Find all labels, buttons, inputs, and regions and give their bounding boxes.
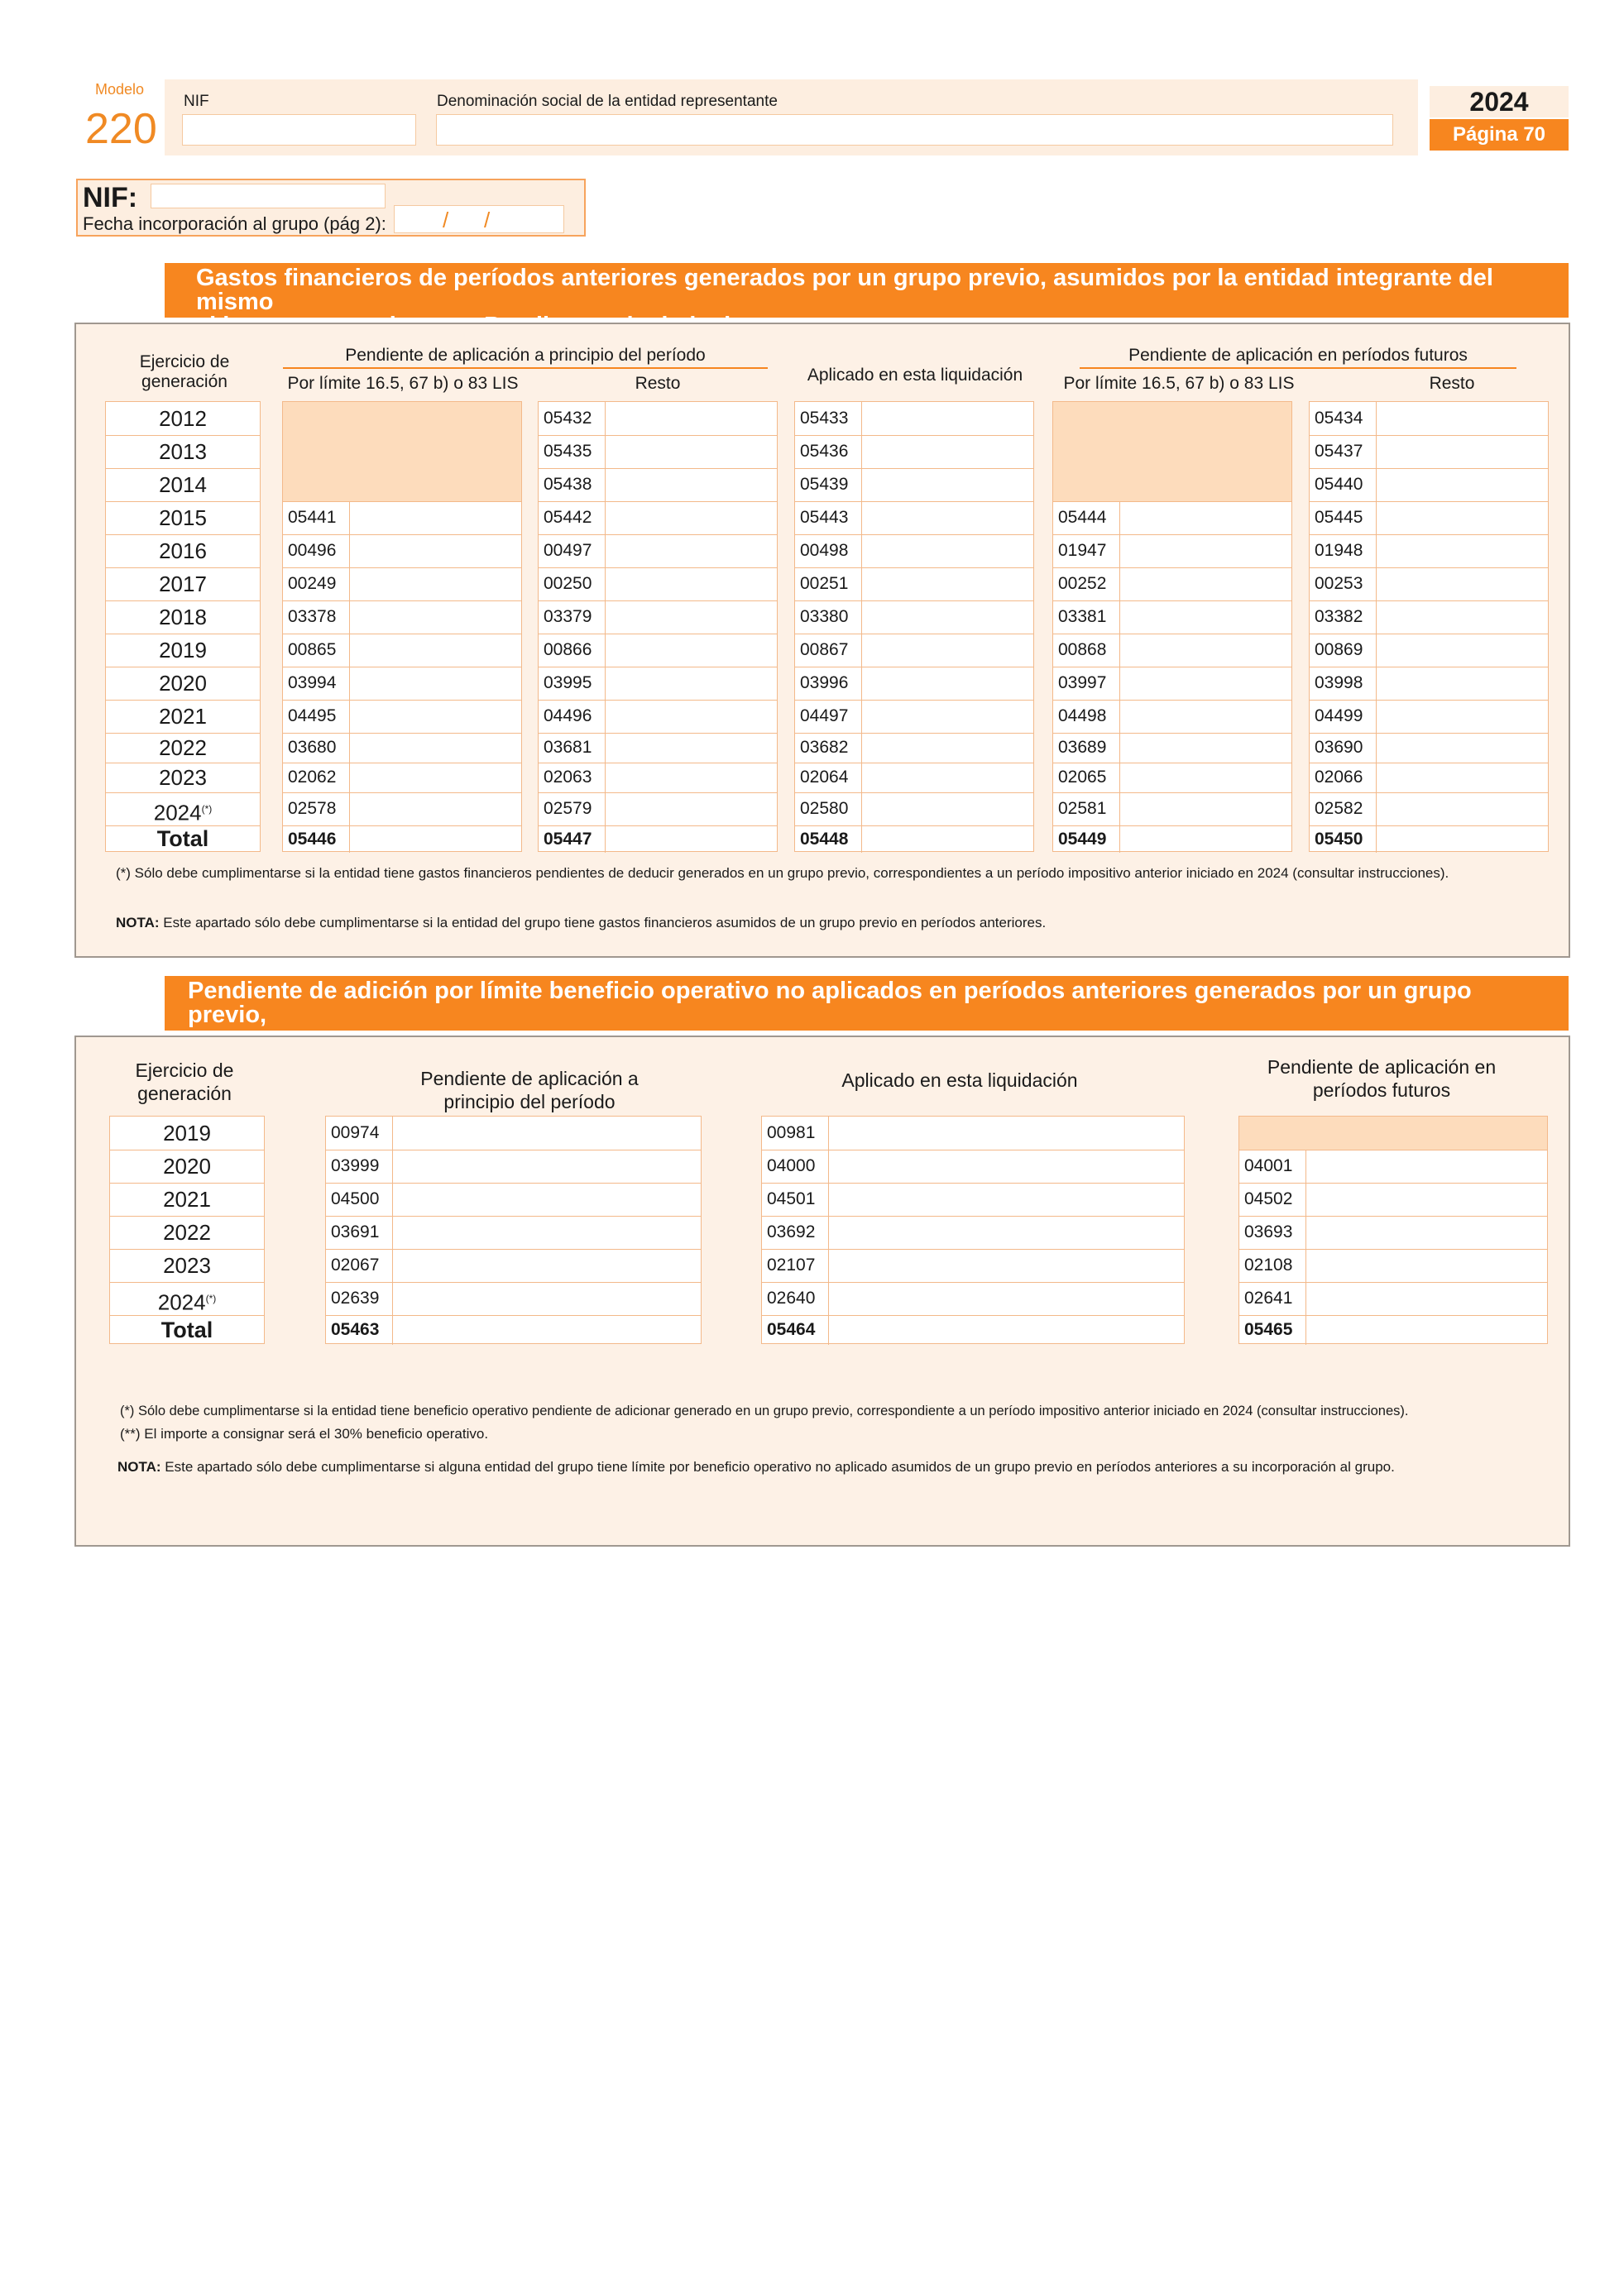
s2-footnote-1: (*) Sólo debe cumplimentarse si la entidad tiene beneficio operativo pendiente de adicionar generado en un grupo previo, correspondiente a un período impositivo anterior iniciado en 2024 (consultar instrucciones). (120, 1404, 1409, 1418)
field-code: 02582 (1310, 792, 1377, 825)
disabled-cell (283, 468, 521, 502)
field-code: 02065 (1053, 763, 1120, 792)
s2-col-futuros: Pendiente de aplicación en períodos futuros (1267, 1056, 1497, 1101)
field-code: 00498 (795, 534, 862, 567)
s1-year-column (105, 401, 261, 852)
amount-field[interactable] (539, 534, 777, 568)
disabled-cell (1053, 435, 1291, 468)
s1-group-principio: Pendiente de aplicación a principio del período (283, 346, 768, 369)
s1-col-limite-principio (282, 401, 522, 852)
field-code: 04496 (539, 700, 606, 733)
amount-field[interactable] (326, 1216, 701, 1250)
field-code: 05439 (795, 468, 862, 501)
field-code: 05433 (795, 402, 862, 435)
s2-col-futuros-values (1238, 1116, 1548, 1344)
field-code: 03379 (539, 600, 606, 634)
field-code: 03690 (1310, 733, 1377, 763)
date-sep-1: / (443, 208, 449, 232)
field-code: 02578 (283, 792, 350, 825)
amount-field[interactable] (762, 1216, 1184, 1250)
year-label: 2019 (163, 1121, 211, 1146)
s2-col-principio: Pendiente de aplicación a principio del período (420, 1068, 639, 1112)
amount-field[interactable] (795, 763, 1033, 793)
group-nif-label: NIF: (83, 182, 138, 213)
disabled-cell (283, 402, 521, 435)
field-code: 03680 (283, 733, 350, 763)
amount-field[interactable] (283, 534, 521, 568)
disabled-cell (1053, 402, 1291, 435)
field-code: 04499 (1310, 700, 1377, 733)
field-code: 04498 (1053, 700, 1120, 733)
year-label: 2014 (159, 472, 207, 497)
field-code: 04497 (795, 700, 862, 733)
section2-title-line1: Pendiente de adición por límite beneficio operativo no aplicados en períodos anteriores generados por un grupo previo, (188, 978, 1472, 1028)
field-code: 02640 (762, 1282, 829, 1315)
amount-field[interactable] (762, 1282, 1184, 1316)
amount-field[interactable] (326, 1183, 701, 1217)
amount-field[interactable] (1239, 1249, 1547, 1283)
field-code: 05442 (539, 501, 606, 534)
field-code: 00496 (283, 534, 350, 567)
amount-field[interactable] (795, 792, 1033, 826)
amount-field[interactable] (326, 1315, 701, 1345)
year-cell (106, 534, 260, 568)
amount-field[interactable] (1053, 567, 1291, 601)
field-code: 00250 (539, 567, 606, 600)
s1-nota-label: NOTA: (116, 915, 160, 930)
field-code: 03681 (539, 733, 606, 763)
amount-field[interactable] (1310, 700, 1548, 734)
year-cell (110, 1282, 264, 1316)
amount-field[interactable] (1053, 733, 1291, 763)
total-label: Total (156, 826, 209, 851)
year-label: 2020 (159, 671, 207, 696)
field-code: 02581 (1053, 792, 1120, 825)
amount-field[interactable] (1053, 600, 1291, 634)
amount-field[interactable] (795, 435, 1033, 469)
field-code: 05446 (283, 825, 350, 853)
amount-field[interactable] (762, 1117, 1184, 1150)
field-code: 02580 (795, 792, 862, 825)
year-cell (106, 634, 260, 667)
amount-field[interactable] (1239, 1315, 1547, 1345)
field-code: 03381 (1053, 600, 1120, 634)
amount-field[interactable] (1310, 600, 1548, 634)
nif-input[interactable] (182, 114, 416, 146)
fecha-label: Fecha incorporación al grupo (pág 2): (83, 213, 386, 234)
s1-sub-resto-2: Resto (1429, 374, 1475, 393)
field-code: 05441 (283, 501, 350, 534)
amount-field[interactable] (539, 435, 777, 469)
amount-field[interactable] (283, 501, 521, 535)
field-code: 05450 (1310, 825, 1377, 853)
amount-field[interactable] (539, 667, 777, 701)
field-code: 01947 (1053, 534, 1120, 567)
s2-nota-label: NOTA: (117, 1459, 161, 1475)
year-cell (106, 763, 260, 793)
amount-field[interactable] (1053, 634, 1291, 667)
s1-col-resto-futuros (1309, 401, 1549, 852)
year-label: 2023 (163, 1253, 211, 1278)
year-cell (110, 1315, 264, 1345)
year-cell (106, 567, 260, 601)
amount-field[interactable] (762, 1249, 1184, 1283)
year-cell (110, 1183, 264, 1217)
year-label: 2012 (159, 406, 207, 431)
field-code: 00869 (1310, 634, 1377, 667)
field-code: 05440 (1310, 468, 1377, 501)
s2-col-year-header: Ejercicio de generación (135, 1060, 234, 1104)
amount-field[interactable] (795, 600, 1033, 634)
field-code: 05445 (1310, 501, 1377, 534)
s1-sub-limite-2: Por límite 16.5, 67 b) o 83 LIS (1063, 374, 1295, 393)
amount-field[interactable] (1239, 1282, 1547, 1316)
denominacion-label: Denominación social de la entidad representante (437, 93, 778, 110)
page-label: Página 70 NIF2 (1430, 119, 1569, 151)
date-sep-2: / (484, 208, 491, 232)
field-code: 05463 (326, 1315, 393, 1345)
amount-field[interactable] (1310, 733, 1548, 763)
field-code: 00868 (1053, 634, 1120, 667)
field-code: 03999 (326, 1150, 393, 1183)
amount-field[interactable] (539, 600, 777, 634)
amount-field[interactable] (539, 468, 777, 502)
year-label: 2023 (159, 765, 207, 790)
amount-field[interactable] (283, 700, 521, 734)
year-label: 2018 (159, 605, 207, 629)
s1-group-futuros: Pendiente de aplicación en períodos futuros (1080, 346, 1516, 369)
year-cell (106, 667, 260, 701)
s1-sub-resto-1: Resto (635, 374, 681, 393)
s2-col-aplicado-values (761, 1116, 1185, 1344)
year-label: 2019 (159, 638, 207, 662)
amount-field[interactable] (1053, 667, 1291, 701)
s1-col-aplicado: Aplicado en esta liquidación (807, 366, 1023, 385)
field-code: 05437 (1310, 435, 1377, 468)
s1-col-limite-futuros (1052, 401, 1292, 852)
amount-field[interactable] (1310, 567, 1548, 601)
field-code: 05436 (795, 435, 862, 468)
amount-field[interactable] (539, 733, 777, 763)
field-code: 00974 (326, 1117, 393, 1150)
amount-field[interactable] (539, 700, 777, 734)
year-cell (110, 1216, 264, 1250)
group-nif-box (76, 179, 586, 237)
field-code: 03998 (1310, 667, 1377, 700)
field-code: 01948 (1310, 534, 1377, 567)
amount-field[interactable] (1310, 534, 1548, 568)
field-code: 03996 (795, 667, 862, 700)
amount-field[interactable] (283, 567, 521, 601)
year-cell (106, 733, 260, 763)
year-badge: 2024 (1430, 86, 1569, 117)
s1-sub-limite-1: Por límite 16.5, 67 b) o 83 LIS (287, 374, 519, 393)
field-code: 04495 (283, 700, 350, 733)
year-label: 2015 (159, 505, 207, 530)
amount-field[interactable] (1053, 534, 1291, 568)
field-code: 00981 (762, 1117, 829, 1150)
field-code: 02579 (539, 792, 606, 825)
amount-field[interactable] (1310, 667, 1548, 701)
year-label: 2022 (159, 735, 207, 760)
field-code: 03997 (1053, 667, 1120, 700)
s2-footnote-2: (**) El importe a consignar será el 30% beneficio operativo. (120, 1426, 489, 1442)
amount-field[interactable] (1310, 763, 1548, 793)
field-code: 02066 (1310, 763, 1377, 792)
amount-field[interactable] (1310, 468, 1548, 502)
field-code: 03380 (795, 600, 862, 634)
amount-field[interactable] (283, 763, 521, 793)
amount-field[interactable] (283, 667, 521, 701)
year-cell (106, 402, 260, 436)
field-code: 03689 (1053, 733, 1120, 763)
year-cell (106, 468, 260, 502)
year-label: 2016 (159, 538, 207, 563)
s1-footnote: (*) Sólo debe cumplimentarse si la entidad tiene gastos financieros pendientes de deducir generados en un grupo previo, correspondientes a un período impositivo anterior iniciado en 2024 (consultar instrucciones). (116, 865, 1449, 881)
amount-field[interactable] (1310, 825, 1548, 853)
year-cell (110, 1117, 264, 1150)
s1-nota-text: Este apartado sólo debe cumplimentarse si la entidad del grupo tiene gastos financieros asumidos de un grupo previo en períodos anteriores. (159, 915, 1047, 930)
field-code: 05435 (539, 435, 606, 468)
amount-field[interactable] (795, 700, 1033, 734)
field-code: 04001 (1239, 1150, 1306, 1183)
amount-field[interactable] (283, 825, 521, 853)
amount-field[interactable] (762, 1315, 1184, 1345)
field-code: 00249 (283, 567, 350, 600)
year-label: 2024 (157, 1289, 206, 1315)
s2-col-aplicado: Aplicado en esta liquidación (841, 1069, 1078, 1091)
year-label: 2024 (153, 800, 202, 825)
amount-field[interactable] (1053, 501, 1291, 535)
amount-field[interactable] (1053, 763, 1291, 793)
field-code: 03693 (1239, 1216, 1306, 1249)
amount-field[interactable] (1310, 402, 1548, 436)
group-nif-input[interactable] (151, 184, 386, 208)
field-code: 02067 (326, 1249, 393, 1282)
year-cell (106, 501, 260, 535)
field-code: 03682 (795, 733, 862, 763)
amount-field[interactable] (326, 1150, 701, 1184)
s1-col-aplicado (794, 401, 1034, 852)
field-code: 04500 (326, 1183, 393, 1216)
year-cell (110, 1249, 264, 1283)
amount-field[interactable] (1239, 1150, 1547, 1184)
amount-field[interactable] (1053, 700, 1291, 734)
section1-title-line1: Gastos financieros de períodos anteriores generados por un grupo previo, asumidos por la entidad integrante del mismo (196, 265, 1493, 315)
field-code: 02064 (795, 763, 862, 792)
year-label: 2022 (163, 1220, 211, 1245)
s1-nota (116, 913, 1522, 933)
s1-col-year-header: Ejercicio de generación (139, 352, 230, 391)
field-code: 02108 (1239, 1249, 1306, 1282)
amount-field[interactable] (795, 567, 1033, 601)
field-code: 04000 (762, 1150, 829, 1183)
disabled-cell (283, 435, 521, 468)
field-code: 05434 (1310, 402, 1377, 435)
field-code: 05448 (795, 825, 862, 853)
field-code: 04501 (762, 1183, 829, 1216)
field-code: 05447 (539, 825, 606, 853)
year-cell (110, 1150, 264, 1184)
field-code: 02641 (1239, 1282, 1306, 1315)
amount-field[interactable] (1239, 1216, 1547, 1250)
amount-field[interactable] (283, 733, 521, 763)
s1-col-resto-principio (538, 401, 778, 852)
field-code: 05444 (1053, 501, 1120, 534)
amount-field[interactable] (539, 501, 777, 535)
amount-field[interactable] (795, 534, 1033, 568)
field-code: 05465 (1239, 1315, 1306, 1345)
modelo-number: 220 (85, 105, 157, 153)
s2-nota-text: Este apartado sólo debe cumplimentarse si alguna entidad del grupo tiene límite por beneficio operativo no aplicado asumidos de un grupo previo en períodos anteriores a su incorporación al grupo. (160, 1459, 1395, 1475)
amount-field[interactable] (1053, 825, 1291, 853)
field-code: 05438 (539, 468, 606, 501)
amount-field[interactable] (1310, 792, 1548, 826)
field-code: 05432 (539, 402, 606, 435)
amount-field[interactable] (1310, 634, 1548, 667)
amount-field[interactable] (283, 634, 521, 667)
field-code: 00497 (539, 534, 606, 567)
s2-col-principio-values (325, 1116, 702, 1344)
amount-field[interactable] (326, 1117, 701, 1150)
year-footnote-mark: (*) (201, 803, 213, 815)
field-code: 02062 (283, 763, 350, 792)
amount-field[interactable] (539, 792, 777, 826)
field-code: 02107 (762, 1249, 829, 1282)
amount-field[interactable] (795, 634, 1033, 667)
field-code: 04502 (1239, 1183, 1306, 1216)
field-code: 03995 (539, 667, 606, 700)
year-cell (106, 825, 260, 853)
amount-field[interactable] (539, 763, 777, 793)
year-footnote-mark: (*) (205, 1293, 217, 1304)
amount-field[interactable] (539, 825, 777, 853)
total-label: Total (160, 1318, 213, 1342)
field-code: 00867 (795, 634, 862, 667)
section1-title (165, 263, 1569, 318)
amount-field[interactable] (795, 733, 1033, 763)
field-code: 03382 (1310, 600, 1377, 634)
amount-field[interactable] (795, 402, 1033, 436)
field-code: 00251 (795, 567, 862, 600)
amount-field[interactable] (539, 634, 777, 667)
amount-field[interactable] (795, 825, 1033, 853)
disabled-cell (1053, 468, 1291, 502)
year-cell (106, 700, 260, 734)
field-code: 00865 (283, 634, 350, 667)
field-code: 03994 (283, 667, 350, 700)
field-code: 05449 (1053, 825, 1120, 853)
year-cell (106, 792, 260, 826)
year-label: 2017 (159, 572, 207, 596)
field-code: 03692 (762, 1216, 829, 1249)
field-code: 02639 (326, 1282, 393, 1315)
year-label: 2021 (159, 704, 207, 729)
amount-field[interactable] (762, 1150, 1184, 1184)
denominacion-input[interactable] (436, 114, 1393, 146)
modelo-label: Modelo (95, 81, 145, 98)
amount-field[interactable] (1053, 792, 1291, 826)
field-code: 05464 (762, 1315, 829, 1345)
section2-title (165, 976, 1569, 1031)
nif-label: NIF (184, 93, 209, 110)
amount-field[interactable] (539, 402, 777, 436)
field-code: 02063 (539, 763, 606, 792)
amount-field[interactable] (326, 1249, 701, 1283)
amount-field[interactable] (762, 1183, 1184, 1217)
year-label: 2013 (159, 439, 207, 464)
amount-field[interactable] (795, 468, 1033, 502)
amount-field[interactable] (1239, 1183, 1547, 1217)
field-code: 00253 (1310, 567, 1377, 600)
year-label: 2020 (163, 1154, 211, 1179)
amount-field[interactable] (1310, 501, 1548, 535)
amount-field[interactable] (539, 567, 777, 601)
field-code: 00866 (539, 634, 606, 667)
year-cell (106, 435, 260, 469)
amount-field[interactable] (1310, 435, 1548, 469)
amount-field[interactable] (326, 1282, 701, 1316)
amount-field[interactable] (283, 792, 521, 826)
year-cell (106, 600, 260, 634)
field-code: 05443 (795, 501, 862, 534)
fecha-input[interactable] (394, 205, 564, 233)
field-code: 00252 (1053, 567, 1120, 600)
amount-field[interactable] (283, 600, 521, 634)
s2-nota (117, 1457, 1524, 1477)
s2-year-column (109, 1116, 265, 1344)
amount-field[interactable] (795, 501, 1033, 535)
field-code: 03378 (283, 600, 350, 634)
field-code: 03691 (326, 1216, 393, 1249)
year-label: 2021 (163, 1187, 211, 1212)
disabled-cell (1239, 1117, 1547, 1150)
amount-field[interactable] (795, 667, 1033, 701)
